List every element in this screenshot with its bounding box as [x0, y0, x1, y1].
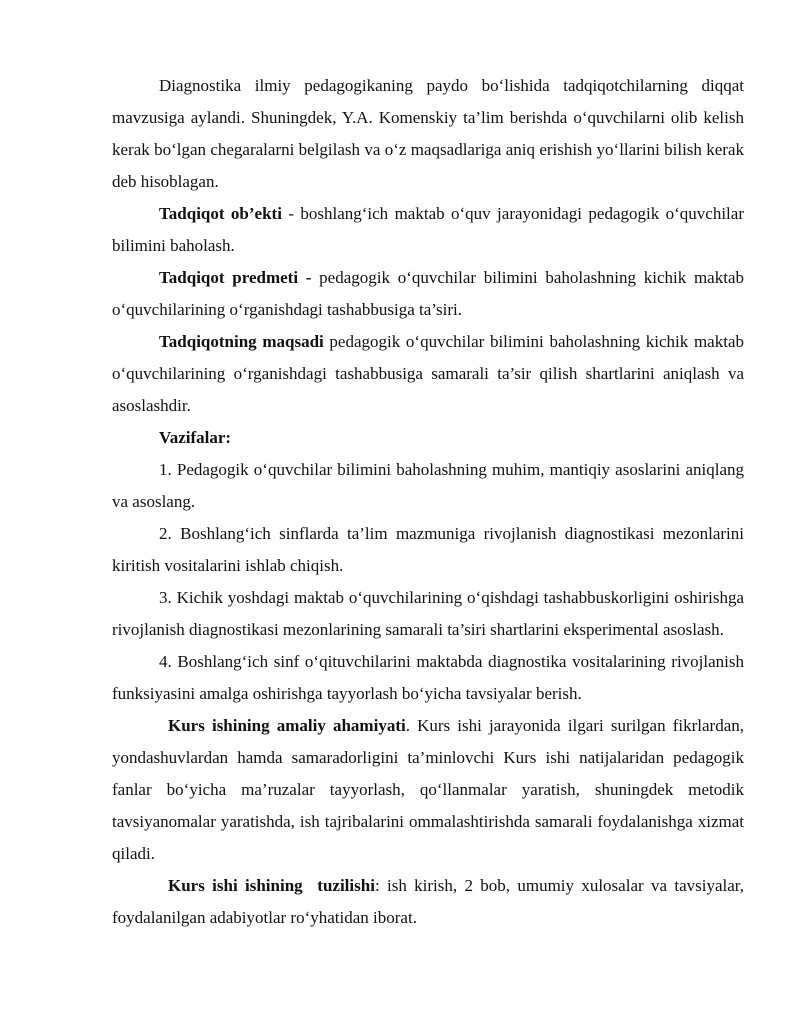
research-subject-paragraph [112, 262, 744, 326]
task-2 [112, 518, 744, 582]
task-1-text: 1. Pedagogik o‘quvchilar bilimini baholashning muhim, mantiqiy asoslarini aniqlang va asoslang. [112, 460, 744, 511]
structure-text: : ish kirish, 2 bob, umumiy xulosalar va tavsiyalar, foydalanilgan adabiyotlar ro‘yhatidan iborat. [112, 876, 744, 927]
document-page [112, 70, 744, 934]
structure-term: Kurs ishi ishining tuzilishi [168, 876, 375, 895]
research-subject-term: Tadqiqot predmeti - [159, 268, 312, 287]
task-4-text: 4. Boshlang‘ich sinf o‘qituvchilarini maktabda diagnostika vositalarining rivojlanish funksiyasini amalga oshirishga tayyorlash bo‘yicha tavsiyalar berish. [112, 652, 744, 703]
task-3-text: 3. Kichik yoshdagi maktab o‘quvchilarining o‘qishdagi tashabbuskorligini oshirishga rivojlanish diagnostikasi mezonlarining samarali ta’siri shartlarini eksperimental asoslash. [112, 588, 744, 639]
research-object-paragraph [112, 198, 744, 262]
tasks-heading: Vazifalar: [159, 428, 232, 447]
research-goal-term: Tadqiqotning maqsadi [159, 332, 324, 351]
structure-paragraph [112, 870, 744, 934]
task-4 [112, 646, 744, 710]
practical-significance-paragraph [112, 710, 744, 870]
task-2-text: 2. Boshlang‘ich sinflarda ta’lim mazmuniga rivojlanish diagnostikasi mezonlarini kiritish vositalarini ishlab chiqish. [112, 524, 744, 575]
research-goal-paragraph [112, 326, 744, 422]
task-3 [112, 582, 744, 646]
intro-paragraph [112, 70, 744, 198]
research-goal-text: pedagogik o‘quvchilar bilimini baholashning kichik maktab o‘quvchilarining o‘rganishdagi tashabbusiga samarali ta’sir qilish shartlarini aniqlash va asoslashdir. [112, 332, 744, 415]
research-subject-text: pedagogik o‘quvchilar bilimini baholashning kichik maktab o‘quvchilarining o‘rganishdagi tashabbusiga ta’siri. [112, 268, 744, 319]
task-1 [112, 454, 744, 518]
intro-text: Diagnostika ilmiy pedagogikaning paydo bo‘lishida tadqiqotchilarning diqqat mavzusiga aylandi. Shuningdek, Y.A. Komenskiy ta’lim berishda o‘quvchilarni olib kelish kerak bo‘lgan chegaralarni belgilash va o‘z maqsadlariga aniq erishish yo‘llarini bilish kerak deb hisoblagan. [112, 76, 744, 191]
research-object-term: Tadqiqot ob’ekti [159, 204, 282, 223]
research-object-text: - boshlang‘ich maktab o‘quv jarayonidagi pedagogik o‘quvchilar bilimini baholash. [112, 204, 744, 255]
practical-significance-text: . Kurs ishi jarayonida ilgari surilgan fikrlardan, yondashuvlardan hamda samaradorligini ta’minlovchi Kurs ishi natijalaridan pedagogik fanlar bo‘yicha ma’ruzalar tayyorlash, qo‘llanmalar yaratish, shuningdek metodik tavsiyanomalar yaratishda, ish tajribalarini ommalashtirishda samarali foydalanishga xizmat qiladi. [112, 716, 744, 863]
practical-significance-term: Kurs ishining amaliy ahamiyati [168, 716, 406, 735]
